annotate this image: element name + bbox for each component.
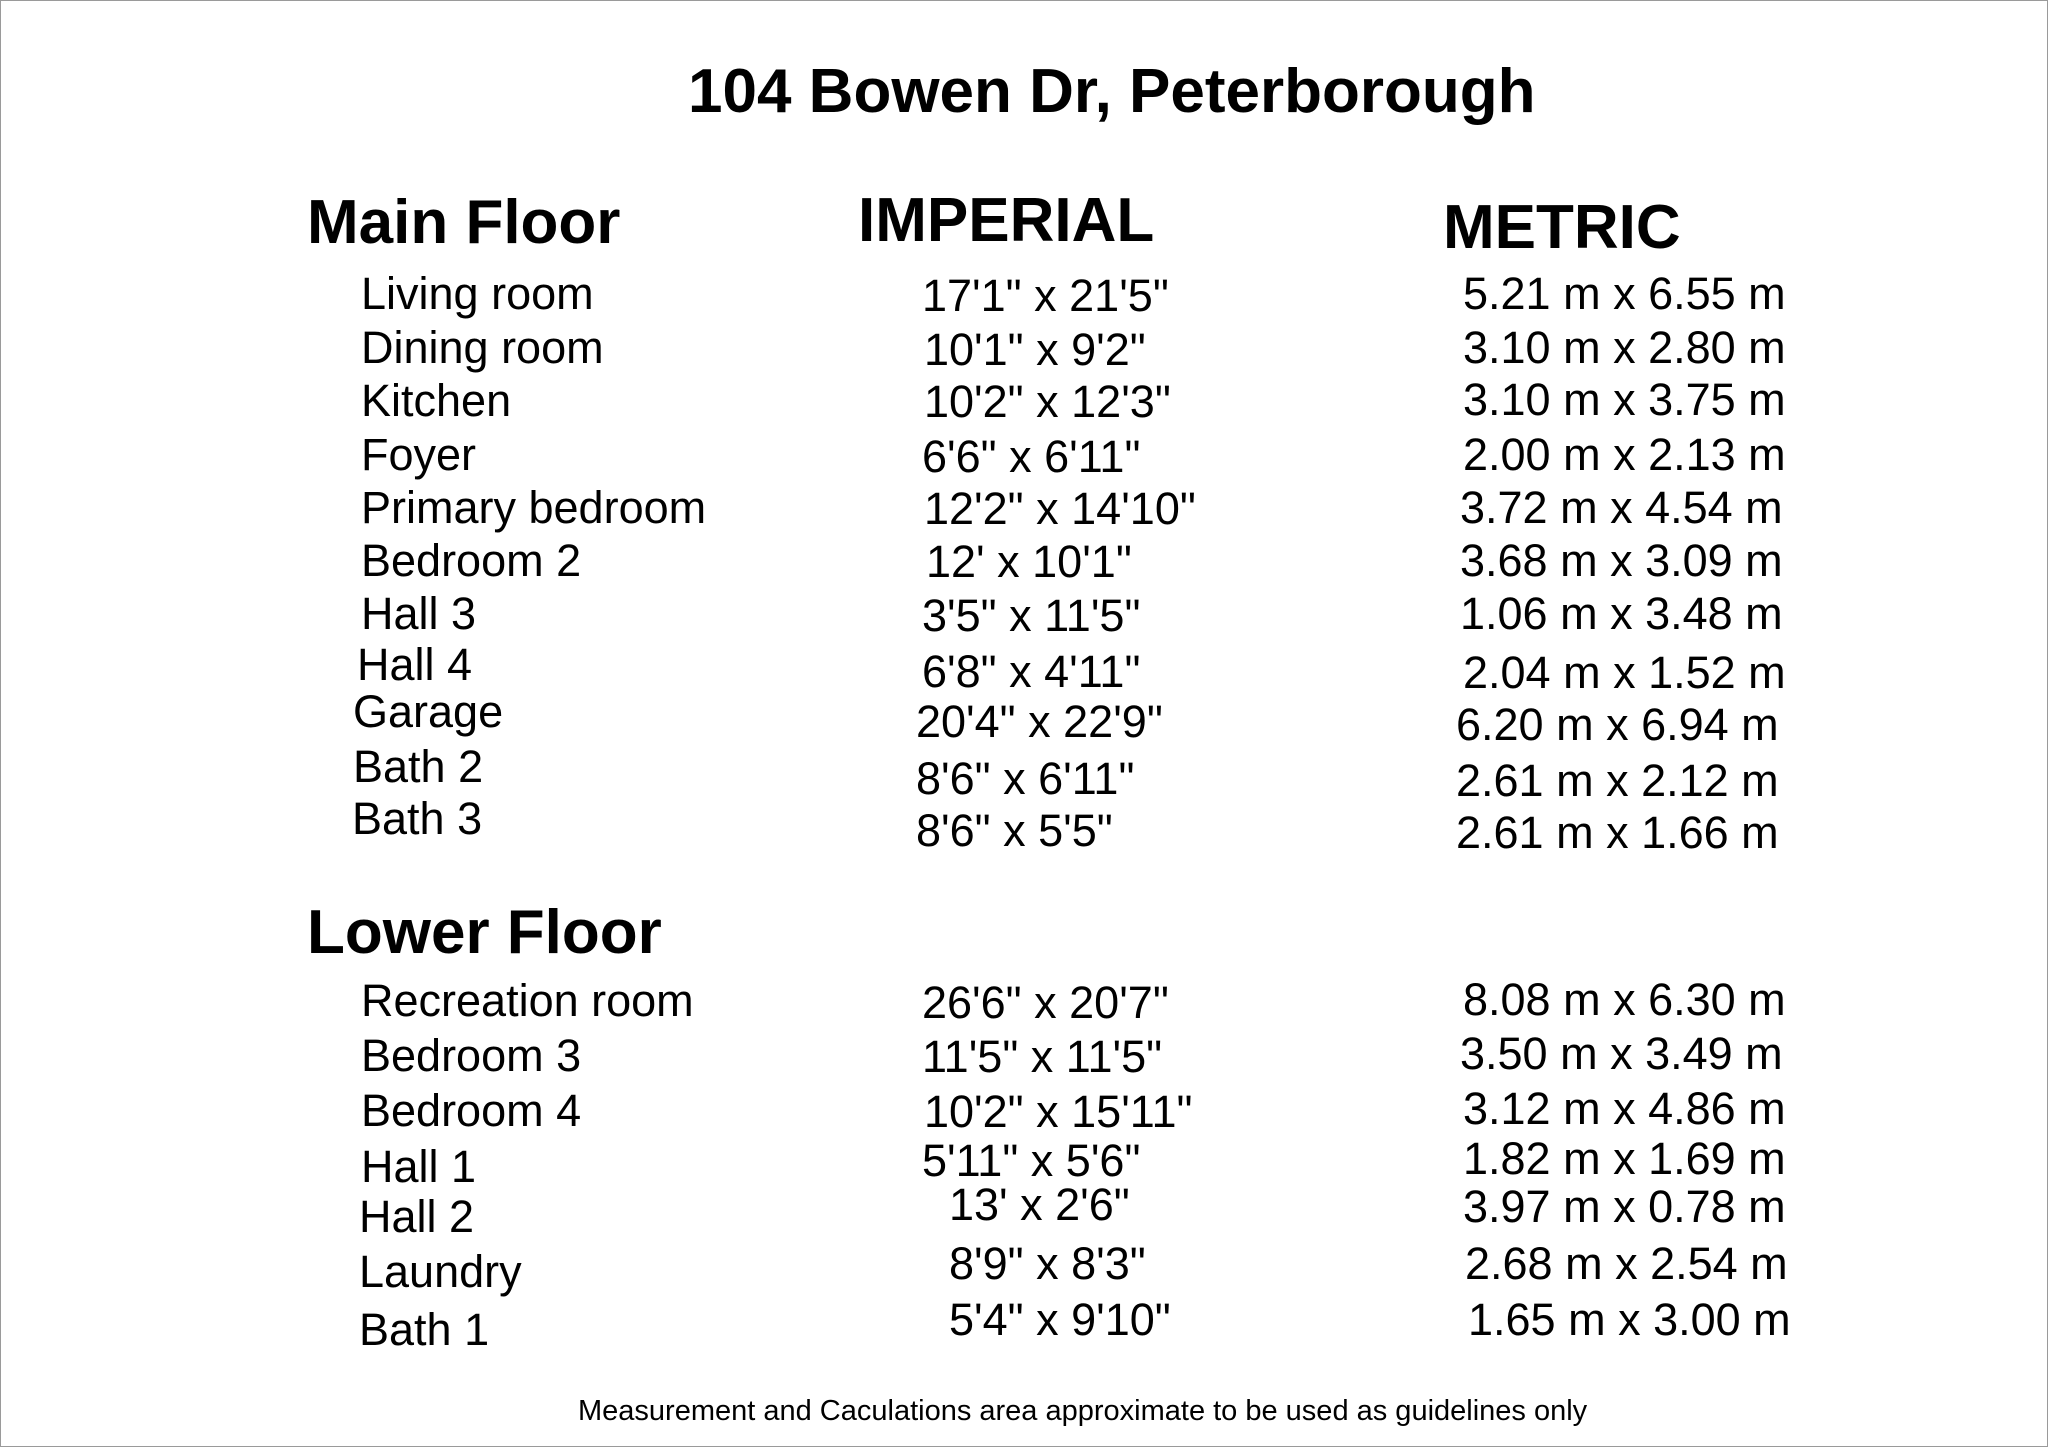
metric-dimension: 3.10 m x 3.75 m: [1463, 374, 1786, 425]
room-name: Recreation room: [361, 975, 694, 1026]
room-name: Hall 3: [361, 588, 477, 639]
imperial-dimension: 3'5" x 11'5": [922, 590, 1141, 641]
imperial-dimension: 10'2" x 15'11": [924, 1086, 1193, 1137]
room-name: Primary bedroom: [361, 482, 707, 533]
imperial-dimension: 5'11" x 5'6": [922, 1135, 1141, 1186]
room-name: Foyer: [361, 429, 477, 480]
room-name: Hall 2: [359, 1191, 475, 1242]
metric-dimension: 3.10 m x 2.80 m: [1463, 322, 1786, 373]
room-name: Bath 3: [352, 793, 483, 844]
room-name: Bedroom 4: [361, 1085, 582, 1136]
metric-dimension: 2.61 m x 2.12 m: [1456, 755, 1779, 806]
imperial-dimension: 6'8" x 4'11": [922, 646, 1141, 697]
room-name: Laundry: [359, 1246, 522, 1297]
imperial-dimension: 20'4" x 22'9": [916, 696, 1163, 747]
metric-dimension: 8.08 m x 6.30 m: [1463, 974, 1786, 1025]
imperial-dimension: 12'2" x 14'10": [924, 483, 1196, 534]
metric-dimension: 2.00 m x 2.13 m: [1463, 429, 1786, 480]
metric-dimension: 2.04 m x 1.52 m: [1463, 647, 1786, 698]
imperial-dimension: 8'9" x 8'3": [949, 1238, 1146, 1289]
metric-dimension: 3.12 m x 4.86 m: [1463, 1083, 1786, 1134]
room-name: Hall 4: [357, 639, 473, 690]
room-name: Bedroom 2: [361, 535, 582, 586]
metric-dimension: 2.68 m x 2.54 m: [1465, 1238, 1788, 1289]
main-floor-heading: Main Floor: [307, 188, 621, 257]
metric-dimension: 3.68 m x 3.09 m: [1460, 535, 1783, 586]
room-name: Living room: [361, 268, 594, 319]
imperial-heading: IMPERIAL: [858, 186, 1155, 255]
room-name: Dining room: [361, 322, 604, 373]
imperial-dimension: 6'6" x 6'11": [922, 431, 1141, 482]
imperial-dimension: 10'2" x 12'3": [924, 376, 1171, 427]
metric-dimension: 3.97 m x 0.78 m: [1463, 1181, 1786, 1232]
imperial-dimension: 26'6" x 20'7": [922, 977, 1169, 1028]
metric-dimension: 1.65 m x 3.00 m: [1468, 1294, 1791, 1345]
metric-heading: METRIC: [1443, 193, 1681, 262]
page-title: 104 Bowen Dr, Peterborough: [688, 57, 1536, 126]
imperial-dimension: 8'6" x 5'5": [916, 805, 1113, 856]
metric-dimension: 5.21 m x 6.55 m: [1463, 268, 1786, 319]
room-name: Hall 1: [361, 1141, 477, 1192]
imperial-dimension: 11'5" x 11'5": [922, 1031, 1163, 1082]
room-name: Garage: [353, 686, 504, 737]
metric-dimension: 1.82 m x 1.69 m: [1463, 1133, 1786, 1184]
imperial-dimension: 13' x 2'6": [949, 1179, 1130, 1230]
metric-dimension: 2.61 m x 1.66 m: [1456, 807, 1779, 858]
disclaimer-note: Measurement and Caculations area approximate to be used as guidelines only: [578, 1395, 1588, 1427]
room-name: Bedroom 3: [361, 1030, 582, 1081]
imperial-dimension: 10'1" x 9'2": [924, 324, 1146, 375]
metric-dimension: 3.72 m x 4.54 m: [1460, 482, 1783, 533]
imperial-dimension: 5'4" x 9'10": [949, 1294, 1171, 1345]
room-name: Bath 2: [353, 741, 484, 792]
imperial-dimension: 8'6" x 6'11": [916, 753, 1135, 804]
room-name: Kitchen: [361, 375, 512, 426]
imperial-dimension: 17'1" x 21'5": [922, 270, 1169, 321]
room-name: Bath 1: [359, 1304, 490, 1355]
metric-dimension: 3.50 m x 3.49 m: [1460, 1028, 1783, 1079]
metric-dimension: 6.20 m x 6.94 m: [1456, 699, 1779, 750]
metric-dimension: 1.06 m x 3.48 m: [1460, 588, 1783, 639]
imperial-dimension: 12' x 10'1": [926, 536, 1132, 587]
lower-floor-heading: Lower Floor: [307, 898, 662, 967]
